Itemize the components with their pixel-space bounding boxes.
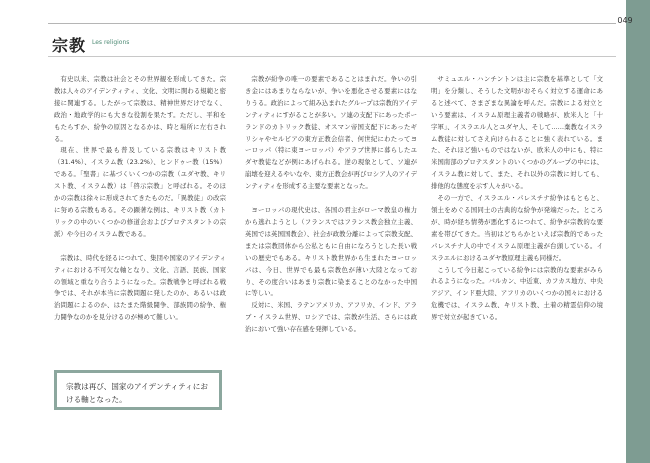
- header-rule: [48, 23, 616, 24]
- paragraph: 宗教が紛争の唯一の要素であることはまれだ。争いの引き金にはあまりならないが、争いを悪化させる要素にはなりうる。政治によって組み込まれたグループは宗教的アイデンティティにすがることが多い。ソ連の支配下にあったポーランドのカトリック教徒、オスマン帝国支配下にあったギリシャやセルビアの東方正教会信者、何世紀にわたってヨーロッパ（特に東ヨーロッパ）やアラブ世界に暮らしたユダヤ教徒などが例にあげられる。逆の現象として、ソ連が崩壊を迎えるやいなや、東方正教会が再びロシア人のアイデンティティを形成する主要な要素となった。: [245, 75, 417, 191]
- paragraph: 宗教は、時代を経るにつれて、集団や国家のアイデンティティにおける不可欠な軸となり、文化、言語、民族、国家の領域と重なり合うようになった。宗教戦争と呼ばれる戦争では、それが本当に宗教問題に発したのか、あるいは政治問題によるのか、はたまた階級闘争、部族間の紛争、権力闘争なのかを見分けるのが極めて難しい。: [54, 253, 226, 322]
- page-number: 049: [617, 16, 633, 25]
- page-subtitle: Les religions: [92, 39, 130, 46]
- text-column-1: [54, 74, 226, 324]
- paragraph: 有史以来、宗教は社会とその世界観を形成してきた。宗教は人々のアイデンティティ、文化、文明に関わる規範と密接に関連する。したがって宗教は、精神世界だけでなく、政治・地政学的にも大きな役割を果たす。ただし、平和をもたらすか、紛争の原因となるかは、時と場所に左右される。: [54, 75, 226, 143]
- title-rule: [48, 56, 616, 57]
- paragraph: 反対に、米国、ラテンアメリカ、アフリカ、インド、アラブ・イスラム世界、ロシアでは、宗教が生活、さらには政治において強い存在感を発揮している。: [245, 301, 417, 334]
- paragraph: こうして今日起こっている紛争には宗教的な要素がみられるようになった。バルカン、中近東、カフカス地方、中央アジア、インド亜大陸、アフリカのいくつかの国々における危機では、イスラム教、キリスト教、土着の精霊信仰の境界で対立が起きている。: [431, 265, 603, 322]
- chapter-tab-bar: [626, 0, 650, 463]
- paragraph: サミュエル・ハンチントンは主に宗教を基準として「文明」を分類し、そうした文明がおそらく対立する運命にあると述べて、さまざまな異論を呼んだ。宗教による対立という要素は、イスラム原理主義者の戦略が、欧米人と「十字軍」、イスラエル人とユダヤ人、そして……棄教なイスラム教徒に対してさえ向けられることに強く表れている。また、それほど強いものではないが、欧米人の中にも、特に米国南部のプロテスタントのいくつかのグループの中には、イスラム教に対して、また、それ以外の宗教に対しても、排他的な態度を示す人々がいる。: [431, 75, 603, 191]
- text-column-2: [245, 74, 417, 336]
- text-column-3: [431, 74, 603, 324]
- paragraph: その一方で、イスラエル・パレスチナ紛争はもともと、領土をめぐる国同士の古典的な紛争が発端だった。ところが、時が経ち情勢が悪化するにつれて、紛争が宗教的な要素を帯びてきた。当初はどちらかといえば宗教的であったパレスチナ人の中でイスラム原理主義が台頭している。イスラエルにおけるユダヤ教原理主義も同様だ。: [431, 194, 603, 262]
- page-title: 宗教: [52, 36, 87, 55]
- paragraph: ヨーロッパの現代史は、各国の君主がローマ教皇の権力から逃れようとし（フランスではフランス教会独立主義、英国では英国国教会）、社会が政教分離によって宗教支配、または宗教団体から公私ともに自由になろうとした長い戦いの歴史でもある。キリスト教世界から生まれたヨーロッパは、今日、世界でも最も宗教色が薄い大陸となっており、その度合いはあまり宗教に染まることのなかった中国に等しい。: [245, 206, 417, 298]
- paragraph: 現在、世界で最も普及している宗教はキリスト教（31.4%）、イスラム教（23.2%）、ヒンドゥー教（15%）である。「聖書」に基づくいくつかの宗教（ユダヤ教、キリスト教、イスラム教）は「啓示宗教」と呼ばれる。そのほかの宗教は徐々に形成されてきたものだ。「異教徒」の改宗に努める宗教もある。その顕著な例は、キリスト教（カトリックの中のいくつかの修道会およびプロテスタントの宗派）や今日のイスラム教である。: [54, 146, 226, 238]
- pull-quote: 宗教は再び、国家のアイデンティティにおける軸となった。: [54, 370, 222, 410]
